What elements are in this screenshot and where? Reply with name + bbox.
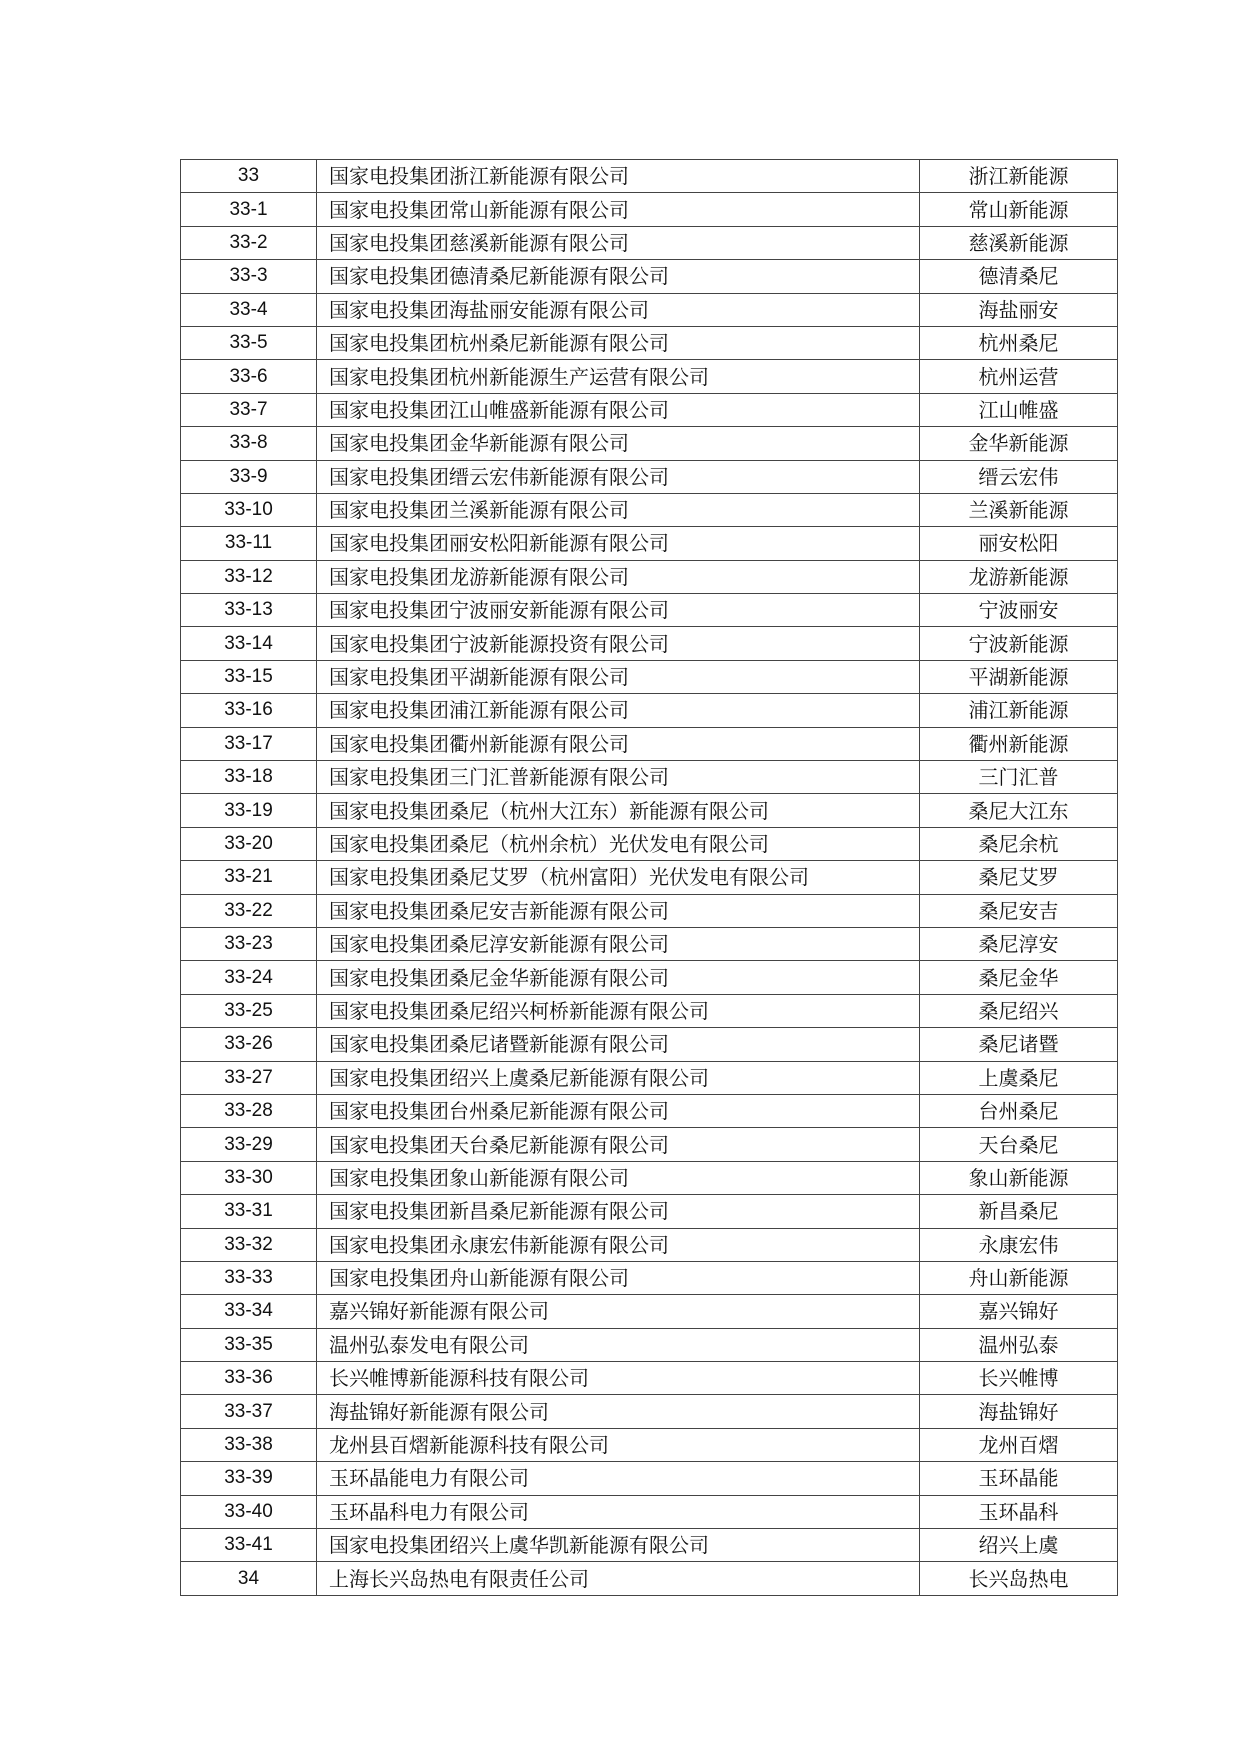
table-row xyxy=(181,1094,1118,1127)
company-abbr-cell: 桑尼余杭 xyxy=(920,827,1118,860)
table-row xyxy=(181,1428,1118,1461)
row-code-cell: 33-36 xyxy=(181,1362,317,1395)
table-row xyxy=(181,827,1118,860)
company-abbr-cell: 新昌桑尼 xyxy=(920,1195,1118,1228)
table-row xyxy=(181,727,1118,760)
company-name-cell: 国家电投集团兰溪新能源有限公司 xyxy=(317,493,920,526)
company-abbr-cell: 台州桑尼 xyxy=(920,1094,1118,1127)
company-name-cell: 国家电投集团常山新能源有限公司 xyxy=(317,193,920,226)
table-row xyxy=(181,326,1118,359)
row-code-cell: 33-16 xyxy=(181,694,317,727)
company-abbr-cell: 永康宏伟 xyxy=(920,1228,1118,1261)
row-code-cell: 33-12 xyxy=(181,560,317,593)
company-name-cell: 国家电投集团桑尼绍兴柯桥新能源有限公司 xyxy=(317,994,920,1027)
company-name-cell: 国家电投集团新昌桑尼新能源有限公司 xyxy=(317,1195,920,1228)
company-name-cell: 国家电投集团永康宏伟新能源有限公司 xyxy=(317,1228,920,1261)
company-name-cell: 国家电投集团杭州桑尼新能源有限公司 xyxy=(317,326,920,359)
table-row xyxy=(181,1328,1118,1361)
table-row xyxy=(181,193,1118,226)
row-code-cell: 33-17 xyxy=(181,727,317,760)
table-row xyxy=(181,627,1118,660)
company-abbr-cell: 衢州新能源 xyxy=(920,727,1118,760)
company-name-cell: 国家电投集团衢州新能源有限公司 xyxy=(317,727,920,760)
row-code-cell: 33-13 xyxy=(181,594,317,627)
row-code-cell: 34 xyxy=(181,1562,317,1595)
row-code-cell: 33-27 xyxy=(181,1061,317,1094)
table-row xyxy=(181,794,1118,827)
table-row xyxy=(181,360,1118,393)
company-abbr-cell: 三门汇普 xyxy=(920,761,1118,794)
company-abbr-cell: 兰溪新能源 xyxy=(920,493,1118,526)
row-code-cell: 33-35 xyxy=(181,1328,317,1361)
table-row xyxy=(181,694,1118,727)
company-name-cell: 国家电投集团绍兴上虞桑尼新能源有限公司 xyxy=(317,1061,920,1094)
row-code-cell: 33-30 xyxy=(181,1161,317,1194)
table-row xyxy=(181,560,1118,593)
company-name-cell: 国家电投集团金华新能源有限公司 xyxy=(317,427,920,460)
company-name-cell: 上海长兴岛热电有限责任公司 xyxy=(317,1562,920,1595)
company-abbr-cell: 龙州百熠 xyxy=(920,1428,1118,1461)
table-row xyxy=(181,427,1118,460)
company-name-cell: 国家电投集团丽安松阳新能源有限公司 xyxy=(317,527,920,560)
row-code-cell: 33-9 xyxy=(181,460,317,493)
table-row xyxy=(181,1495,1118,1528)
company-name-cell: 国家电投集团三门汇普新能源有限公司 xyxy=(317,761,920,794)
company-name-cell: 国家电投集团象山新能源有限公司 xyxy=(317,1161,920,1194)
company-abbr-cell: 上虞桑尼 xyxy=(920,1061,1118,1094)
company-abbr-cell: 常山新能源 xyxy=(920,193,1118,226)
company-abbr-cell: 桑尼艾罗 xyxy=(920,861,1118,894)
table-row xyxy=(181,1295,1118,1328)
company-name-cell: 国家电投集团缙云宏伟新能源有限公司 xyxy=(317,460,920,493)
row-code-cell: 33-8 xyxy=(181,427,317,460)
row-code-cell: 33-24 xyxy=(181,961,317,994)
company-name-cell: 国家电投集团桑尼安吉新能源有限公司 xyxy=(317,894,920,927)
row-code-cell: 33-23 xyxy=(181,927,317,960)
company-abbr-cell: 慈溪新能源 xyxy=(920,226,1118,259)
table-row xyxy=(181,1529,1118,1562)
row-code-cell: 33-6 xyxy=(181,360,317,393)
company-abbr-cell: 桑尼绍兴 xyxy=(920,994,1118,1027)
company-abbr-cell: 宁波新能源 xyxy=(920,627,1118,660)
row-code-cell: 33 xyxy=(181,160,317,193)
table-row xyxy=(181,994,1118,1027)
table-row xyxy=(181,1195,1118,1228)
row-code-cell: 33-26 xyxy=(181,1028,317,1061)
company-abbr-cell: 金华新能源 xyxy=(920,427,1118,460)
table-row xyxy=(181,1261,1118,1294)
row-code-cell: 33-22 xyxy=(181,894,317,927)
company-abbr-cell: 玉环晶科 xyxy=(920,1495,1118,1528)
company-abbr-cell: 桑尼安吉 xyxy=(920,894,1118,927)
row-code-cell: 33-34 xyxy=(181,1295,317,1328)
row-code-cell: 33-15 xyxy=(181,660,317,693)
company-list-body xyxy=(181,160,1118,1596)
row-code-cell: 33-11 xyxy=(181,527,317,560)
company-name-cell: 国家电投集团龙游新能源有限公司 xyxy=(317,560,920,593)
company-abbr-cell: 海盐锦好 xyxy=(920,1395,1118,1428)
company-abbr-cell: 绍兴上虞 xyxy=(920,1529,1118,1562)
company-name-cell: 国家电投集团桑尼（杭州余杭）光伏发电有限公司 xyxy=(317,827,920,860)
table-row xyxy=(181,1362,1118,1395)
company-name-cell: 国家电投集团台州桑尼新能源有限公司 xyxy=(317,1094,920,1127)
company-name-cell: 国家电投集团慈溪新能源有限公司 xyxy=(317,226,920,259)
table-row xyxy=(181,1395,1118,1428)
table-row xyxy=(181,1228,1118,1261)
company-name-cell: 长兴帷博新能源科技有限公司 xyxy=(317,1362,920,1395)
row-code-cell: 33-29 xyxy=(181,1128,317,1161)
company-abbr-cell: 长兴岛热电 xyxy=(920,1562,1118,1595)
company-name-cell: 国家电投集团桑尼艾罗（杭州富阳）光伏发电有限公司 xyxy=(317,861,920,894)
company-abbr-cell: 象山新能源 xyxy=(920,1161,1118,1194)
row-code-cell: 33-21 xyxy=(181,861,317,894)
company-abbr-cell: 玉环晶能 xyxy=(920,1462,1118,1495)
row-code-cell: 33-20 xyxy=(181,827,317,860)
row-code-cell: 33-33 xyxy=(181,1261,317,1294)
table-row xyxy=(181,460,1118,493)
company-name-cell: 国家电投集团宁波新能源投资有限公司 xyxy=(317,627,920,660)
row-code-cell: 33-2 xyxy=(181,226,317,259)
row-code-cell: 33-25 xyxy=(181,994,317,1027)
company-abbr-cell: 德清桑尼 xyxy=(920,260,1118,293)
company-name-cell: 国家电投集团平湖新能源有限公司 xyxy=(317,660,920,693)
row-code-cell: 33-38 xyxy=(181,1428,317,1461)
company-name-cell: 国家电投集团江山帷盛新能源有限公司 xyxy=(317,393,920,426)
company-name-cell: 国家电投集团浦江新能源有限公司 xyxy=(317,694,920,727)
table-row xyxy=(181,1028,1118,1061)
company-name-cell: 国家电投集团舟山新能源有限公司 xyxy=(317,1261,920,1294)
row-code-cell: 33-1 xyxy=(181,193,317,226)
table-row xyxy=(181,226,1118,259)
company-abbr-cell: 长兴帷博 xyxy=(920,1362,1118,1395)
table-row xyxy=(181,1128,1118,1161)
row-code-cell: 33-40 xyxy=(181,1495,317,1528)
company-name-cell: 国家电投集团桑尼诸暨新能源有限公司 xyxy=(317,1028,920,1061)
company-abbr-cell: 桑尼诸暨 xyxy=(920,1028,1118,1061)
table-row xyxy=(181,594,1118,627)
row-code-cell: 33-3 xyxy=(181,260,317,293)
company-name-cell: 国家电投集团浙江新能源有限公司 xyxy=(317,160,920,193)
company-abbr-cell: 平湖新能源 xyxy=(920,660,1118,693)
row-code-cell: 33-39 xyxy=(181,1462,317,1495)
table-row xyxy=(181,493,1118,526)
company-list-table xyxy=(180,159,1118,1596)
table-row xyxy=(181,861,1118,894)
company-abbr-cell: 龙游新能源 xyxy=(920,560,1118,593)
company-abbr-cell: 嘉兴锦好 xyxy=(920,1295,1118,1328)
table-row xyxy=(181,1061,1118,1094)
company-name-cell: 国家电投集团德清桑尼新能源有限公司 xyxy=(317,260,920,293)
company-abbr-cell: 浙江新能源 xyxy=(920,160,1118,193)
company-name-cell: 国家电投集团绍兴上虞华凯新能源有限公司 xyxy=(317,1529,920,1562)
company-name-cell: 国家电投集团天台桑尼新能源有限公司 xyxy=(317,1128,920,1161)
row-code-cell: 33-31 xyxy=(181,1195,317,1228)
table-row xyxy=(181,894,1118,927)
company-name-cell: 国家电投集团海盐丽安能源有限公司 xyxy=(317,293,920,326)
company-name-cell: 国家电投集团桑尼金华新能源有限公司 xyxy=(317,961,920,994)
company-abbr-cell: 丽安松阳 xyxy=(920,527,1118,560)
row-code-cell: 33-4 xyxy=(181,293,317,326)
row-code-cell: 33-28 xyxy=(181,1094,317,1127)
company-abbr-cell: 桑尼金华 xyxy=(920,961,1118,994)
table-row xyxy=(181,961,1118,994)
company-name-cell: 国家电投集团宁波丽安新能源有限公司 xyxy=(317,594,920,627)
table-row xyxy=(181,1562,1118,1595)
table-row xyxy=(181,660,1118,693)
table-row xyxy=(181,761,1118,794)
company-name-cell: 国家电投集团桑尼（杭州大江东）新能源有限公司 xyxy=(317,794,920,827)
row-code-cell: 33-5 xyxy=(181,326,317,359)
table-row xyxy=(181,393,1118,426)
company-name-cell: 海盐锦好新能源有限公司 xyxy=(317,1395,920,1428)
company-abbr-cell: 杭州桑尼 xyxy=(920,326,1118,359)
company-name-cell: 龙州县百熠新能源科技有限公司 xyxy=(317,1428,920,1461)
company-abbr-cell: 桑尼淳安 xyxy=(920,927,1118,960)
row-code-cell: 33-7 xyxy=(181,393,317,426)
row-code-cell: 33-32 xyxy=(181,1228,317,1261)
company-abbr-cell: 海盐丽安 xyxy=(920,293,1118,326)
company-abbr-cell: 缙云宏伟 xyxy=(920,460,1118,493)
company-abbr-cell: 浦江新能源 xyxy=(920,694,1118,727)
table-row xyxy=(181,527,1118,560)
company-abbr-cell: 杭州运营 xyxy=(920,360,1118,393)
company-name-cell: 玉环晶科电力有限公司 xyxy=(317,1495,920,1528)
company-abbr-cell: 桑尼大江东 xyxy=(920,794,1118,827)
company-abbr-cell: 宁波丽安 xyxy=(920,594,1118,627)
company-abbr-cell: 江山帷盛 xyxy=(920,393,1118,426)
company-name-cell: 温州弘泰发电有限公司 xyxy=(317,1328,920,1361)
row-code-cell: 33-41 xyxy=(181,1529,317,1562)
row-code-cell: 33-18 xyxy=(181,761,317,794)
table-row xyxy=(181,160,1118,193)
row-code-cell: 33-14 xyxy=(181,627,317,660)
company-name-cell: 国家电投集团桑尼淳安新能源有限公司 xyxy=(317,927,920,960)
table-row xyxy=(181,1462,1118,1495)
row-code-cell: 33-19 xyxy=(181,794,317,827)
row-code-cell: 33-37 xyxy=(181,1395,317,1428)
table-row xyxy=(181,1161,1118,1194)
table-row xyxy=(181,293,1118,326)
company-abbr-cell: 温州弘泰 xyxy=(920,1328,1118,1361)
company-name-cell: 玉环晶能电力有限公司 xyxy=(317,1462,920,1495)
table-row xyxy=(181,927,1118,960)
company-abbr-cell: 天台桑尼 xyxy=(920,1128,1118,1161)
row-code-cell: 33-10 xyxy=(181,493,317,526)
table-row xyxy=(181,260,1118,293)
company-name-cell: 国家电投集团杭州新能源生产运营有限公司 xyxy=(317,360,920,393)
company-name-cell: 嘉兴锦好新能源有限公司 xyxy=(317,1295,920,1328)
company-abbr-cell: 舟山新能源 xyxy=(920,1261,1118,1294)
